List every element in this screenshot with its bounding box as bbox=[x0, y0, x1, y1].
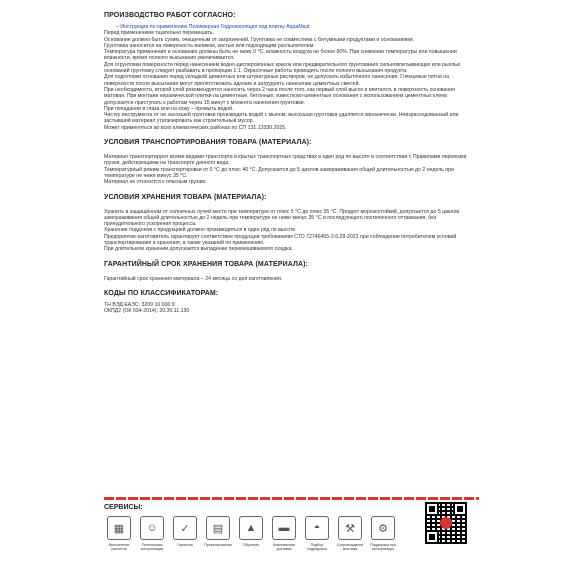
code-line: ОКПД2 (ОК 034-2014): 20.30.11.130 bbox=[104, 308, 190, 315]
text-line: Температура применения и основания должны быть не ниже 0 °С, влажность воздуха не более 80%. При снижении температуры или повышении влажности, время полного высыхания увеличивается. bbox=[104, 49, 457, 62]
service-item[interactable] bbox=[137, 516, 167, 551]
graduation-icon: ▲ bbox=[239, 516, 263, 540]
calculator-icon: ▦ bbox=[107, 516, 131, 540]
section-title-works: ПРОИЗВОДСТВО РАБОТ СОГЛАСНО: bbox=[104, 12, 236, 19]
text-line: Перед применением тщательно перемешать. bbox=[104, 30, 214, 37]
service-item[interactable] bbox=[302, 516, 332, 551]
section-title-storage: УСЛОВИЯ ХРАНЕНИЯ ТОВАРА (МАТЕРИАЛА): bbox=[104, 193, 267, 201]
services-title: СЕРВИСЫ: bbox=[104, 504, 143, 511]
code-line: ТН ВЭД ЕАЭС: 3209 10 000 9 bbox=[104, 301, 175, 308]
text-line: Предприятие-изготовитель гарантирует соответствие продукции требованиям СТО 72746455-3.6.28-2023 при соблюдении потребителем условий транспортирования и хранения, а также указаний по применению. bbox=[104, 233, 457, 247]
brand-logo bbox=[440, 517, 452, 529]
service-label: Поддержка при эксплуатации bbox=[370, 543, 396, 552]
service-label: Гарантии bbox=[177, 543, 193, 547]
support-icon: ⚙ bbox=[371, 516, 395, 540]
service-label: Проектирование bbox=[204, 543, 232, 547]
shield-icon: ✓ bbox=[173, 516, 197, 540]
footer-divider bbox=[104, 497, 479, 500]
service-label: Выполнение расчетов bbox=[108, 543, 130, 552]
qr-code[interactable] bbox=[425, 502, 467, 544]
document-body bbox=[104, 11, 476, 315]
text-line: При длительном хранении допускается выпадение перемешиваемого осадка. bbox=[104, 246, 293, 253]
service-item[interactable] bbox=[368, 516, 398, 551]
text-line: Материал не относится к опасным грузам. bbox=[104, 179, 207, 186]
service-item[interactable] bbox=[335, 516, 365, 551]
service-item[interactable] bbox=[170, 516, 200, 547]
helmet-icon: ◓ bbox=[305, 516, 329, 540]
service-label: Техническая консультация bbox=[140, 543, 164, 552]
text-line: Гарантийный срок хранения материала – 24 месяца со дня изготовления. bbox=[104, 275, 283, 282]
service-label: Обучение bbox=[242, 543, 260, 547]
service-item[interactable] bbox=[269, 516, 299, 551]
text-line: Для подготовки основания перед укладкой цементных или штукатурных растворов, не допускать избыточного нанесения. Глянцевые пятна на поверхности после высыхания могут препятствовать адгезии и затруднять нанесение цементных смесей. bbox=[104, 74, 449, 87]
text-line: При попадании в глаза или на кожу – промыть водой. bbox=[104, 105, 234, 112]
text-line: Температурный режим транспортировки от 0 °С до плюс 40 °С. Допускается до 5 циклов замораживания общей длительностью до 2 недель при температуре не ниже минус 35 °С. bbox=[104, 166, 454, 179]
blueprint-icon: ▤ bbox=[206, 516, 230, 540]
section-title-warranty: ГАРАНТИЙНЫЙ СРОК ХРАНЕНИЯ ТОВАРА (МАТЕРИАЛА): bbox=[104, 260, 308, 268]
consultant-icon: ☺ bbox=[140, 516, 164, 540]
service-item[interactable] bbox=[203, 516, 233, 547]
text-line: Грунтовка наносится на поверхность валиком, кистью или подходящим распылителем. bbox=[104, 42, 315, 49]
installation-icon: ⚒ bbox=[338, 516, 362, 540]
text-line: Чистку инструмента от не засохшей грунтовки производить водой с мылом, высохшая грунтовка удаляется механически. Неизрасходованный или застывший материал утилизировать как строительный мусор. bbox=[104, 112, 459, 125]
section-title-codes: КОДЫ ПО КЛАССИФИКАТОРАМ: bbox=[104, 289, 219, 297]
text-line: Хранить в защищённом от солнечных лучей месте при температуре от плюс 5 °С до плюс 35 °С. Продукт морозостойкий, допускается до 5 циклов замораживания общей длительностью до 2 недель при температуре не ниже минус 35 °С и последующего постепенного оттаивания, без принудительного ускорения процесса. bbox=[104, 208, 460, 228]
service-item[interactable] bbox=[236, 516, 266, 547]
services-footer bbox=[104, 504, 476, 564]
text-line: Основание должно быть сухим, очищенным от загрязнений. Грунтовка не совместима с битумными продуктами и основаниями. bbox=[104, 36, 415, 43]
service-label: Сопровождение монтажа bbox=[336, 543, 364, 552]
text-line: Материал транспортируют всеми видами транспорта в крытых транспортных средствах в один ряд по высоте в соответствии с Правилами перевозки грузов, действующими на транспорте данного вида. bbox=[104, 154, 467, 167]
text-line: Хранение поддонов с продукцией должно производиться в один ряд по высоте. bbox=[104, 227, 297, 234]
instruction-link[interactable]: – Инструкции по применению Полимерная Гидроизоляция под плитку AquaMast bbox=[116, 24, 310, 30]
service-label: Комплексная доставка bbox=[273, 543, 295, 552]
service-label: Подбор подрядчика bbox=[307, 543, 327, 552]
service-item[interactable] bbox=[104, 516, 134, 551]
text-line: При необходимости, второй слой рекомендуется наносить через 2 часа после того, как первый слой высох и впитался, в поверхность основания матовая. При монтаже керамической плитки на цементные, бетонные, известково-цементные основания с использованием цементных клеев допускается приступать к работам через 15 минут с момента нанесения грунтовки. bbox=[104, 86, 455, 106]
text-line: Может применяться во всех климатических районах по СП 131.13330.2025. bbox=[104, 124, 287, 131]
section-title-transport: УСЛОВИЯ ТРАНСПОРТИРОВАНИЯ ТОВАРА (МАТЕРИАЛА): bbox=[104, 139, 312, 147]
text-line: Для огрунтовки поверхности перед нанесением водно-дисперсионных красок или предварительного грунтования сильновпитывающих или рыхлых оснований грунтовку следует разбавить в пропорции 1:1. Окрасочные работы проводить после полного высыхания продукта. bbox=[104, 61, 461, 75]
truck-icon: ▬ bbox=[272, 516, 296, 540]
